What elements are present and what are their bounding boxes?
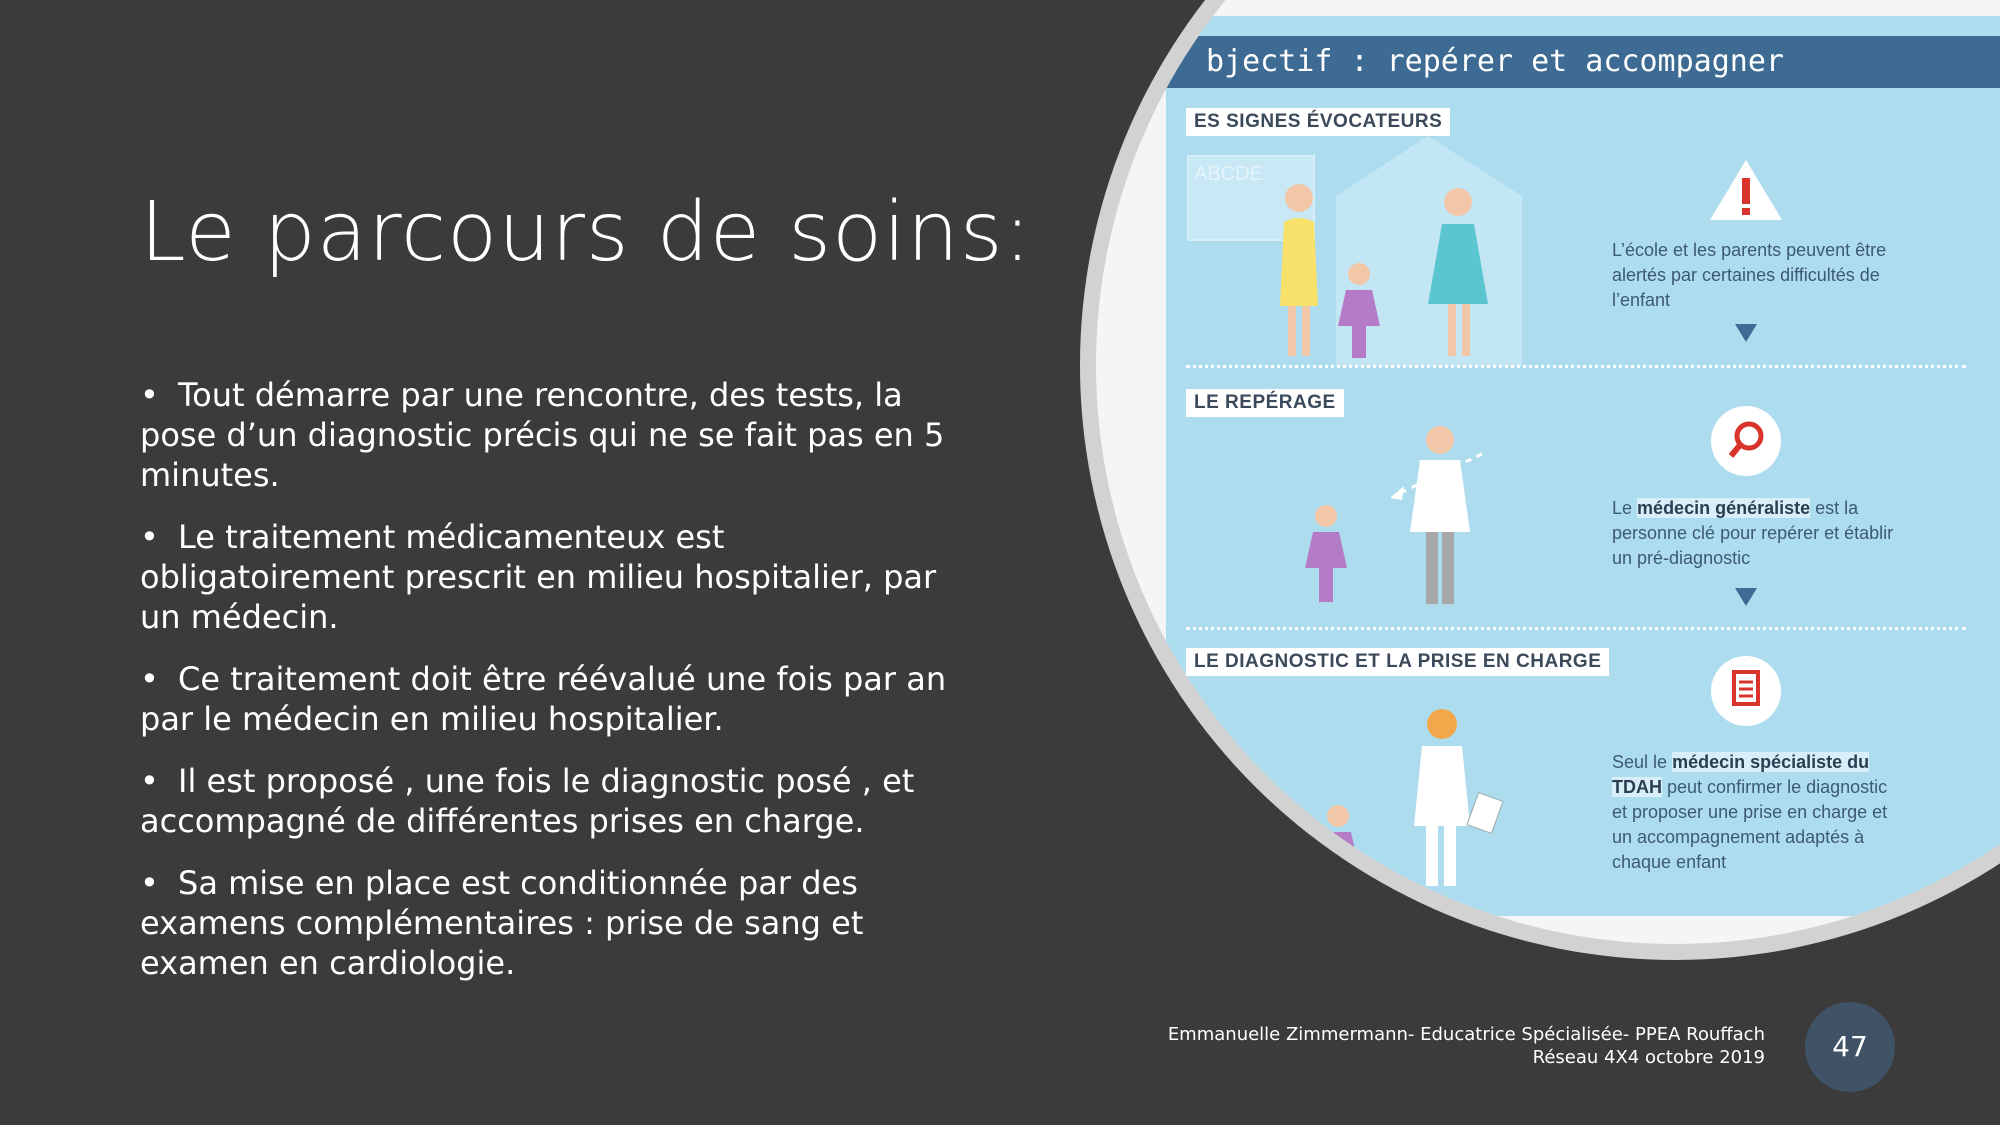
exclamation-icon [1706, 156, 1786, 226]
bullet-list [140, 375, 980, 1005]
bullet-dot: • [140, 660, 159, 698]
child-head [1327, 805, 1349, 827]
section-label-diagnostic: LE DIAGNOSTIC ET LA PRISE EN CHARGE [1186, 648, 1609, 676]
mother-leg [1462, 304, 1470, 356]
mother-head [1444, 188, 1472, 216]
reperage-description [1612, 496, 1902, 571]
bullet-dot: • [140, 864, 159, 902]
bullet-text: Il est proposé , une fois le diagnostic posé , et accompagné de différentes prises en charge. [140, 762, 915, 840]
mother-leg [1448, 304, 1456, 356]
doctor-leg [1442, 532, 1454, 604]
page-number: 47 [1805, 1002, 1895, 1092]
bullet-dot: • [140, 376, 159, 414]
bullet-dot: • [140, 762, 159, 800]
bullet-item [140, 761, 980, 841]
infographic-image [1096, 0, 2000, 944]
bullet-text: Tout démarre par une rencontre, des tests, la pose d’un diagnostic précis qui ne se fait pas en 5 minutes. [140, 376, 945, 494]
diagnostic-text-pre: Seul le [1612, 752, 1668, 772]
school-family-illustration [1166, 136, 1566, 366]
bullet-item [140, 863, 980, 983]
dotted-divider [1186, 627, 1966, 630]
specialist-leg [1444, 826, 1456, 886]
child-body [1305, 532, 1347, 602]
specialist-leg [1426, 826, 1438, 886]
reperage-text-post: est la personne clé pour repérer et établir un pré-diagnostic [1612, 498, 1894, 568]
reperage-text-bold: médecin généraliste [1637, 498, 1811, 518]
teacher-leg [1302, 306, 1310, 356]
diagnostic-text-bold: médecin spécialiste du TDAH [1612, 752, 1870, 797]
document-icon [1711, 656, 1781, 726]
specialist-head [1427, 709, 1457, 739]
reperage-text-pre: Le [1612, 498, 1633, 518]
doctor-child-illustration [1286, 416, 1546, 616]
clipboard [1467, 793, 1503, 834]
teacher-head [1285, 184, 1313, 212]
section-label-signes: ES SIGNES ÉVOCATEURS [1186, 108, 1450, 136]
arrow-down-icon [1735, 588, 1757, 606]
pointer-arrowhead [1390, 486, 1404, 500]
bullet-text: Le traitement médicamenteux est obligatoirement prescrit en milieu hospitalier, par un médecin. [140, 518, 937, 636]
specialist-child-illustration [1286, 696, 1546, 896]
footer-event: Réseau 4X4 octobre 2019 [1532, 1047, 1765, 1068]
infographic-panel [1166, 16, 2000, 916]
doctor-coat [1410, 460, 1470, 532]
slide-footer [1168, 1023, 1765, 1069]
signes-description: L’école et les parents peuvent être alertés par certaines difficultés de l’enfant [1612, 240, 1887, 310]
teacher-leg [1288, 306, 1296, 356]
bullet-dot: • [140, 518, 159, 556]
magnifier-icon [1711, 406, 1781, 476]
bullet-item [140, 659, 980, 739]
specialist-coat [1414, 746, 1470, 826]
diagnostic-text-post: peut confirmer le diagnostic et proposer une prise en charge et un accompagnement adaptés à chaque enfant [1612, 777, 1888, 872]
doctor-leg [1426, 532, 1438, 604]
child-head [1315, 505, 1337, 527]
infographic-header: bjectif : repérer et accompagner [1166, 36, 2000, 88]
teacher-body [1280, 218, 1318, 306]
section-label-reperage: LE REPÉRAGE [1186, 389, 1344, 417]
bullet-text: Sa mise en place est conditionnée par des examens complémentaires : prise de sang et examen en cardiologie. [140, 864, 864, 982]
child-head [1348, 263, 1370, 285]
bullet-item [140, 375, 980, 495]
chalkboard-text: ABCDE [1194, 163, 1263, 185]
bullet-item [140, 517, 980, 637]
diagnostic-description [1612, 750, 1902, 875]
doctor-head [1426, 426, 1454, 454]
footer-author: Emmanuelle Zimmermann- Educatrice Spécialisée- PPEA Rouffach [1167, 1024, 1765, 1045]
child-body [1317, 832, 1359, 896]
bullet-text: Ce traitement doit être réévalué une fois par an par le médecin en milieu hospitalier. [140, 660, 947, 738]
dotted-divider [1186, 365, 1966, 368]
arrow-down-icon [1735, 324, 1757, 342]
slide-title: Le parcours de soins: [140, 185, 1033, 280]
